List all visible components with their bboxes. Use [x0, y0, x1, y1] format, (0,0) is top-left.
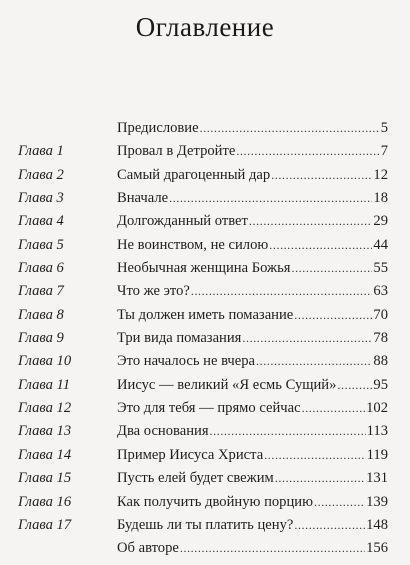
entry-line [117, 420, 388, 443]
chapter-label: Глава 17 [18, 516, 72, 533]
entry-line [117, 140, 388, 163]
dot-leader [169, 187, 372, 210]
page-number: 7 [380, 143, 388, 160]
entry-line [117, 327, 388, 350]
dot-leader [264, 444, 365, 467]
entry-title: Три вида помазания [117, 330, 242, 347]
toc-entry [0, 374, 410, 397]
entry-title: Провал в Детройте [117, 143, 236, 160]
entry-line [117, 467, 388, 490]
dot-leader [242, 327, 372, 350]
entry-line [117, 537, 388, 560]
toc-entry [0, 514, 410, 537]
toc-entry [0, 397, 410, 420]
chapter-label: Глава 15 [18, 470, 72, 487]
entry-line [117, 397, 388, 420]
page-number: 29 [373, 213, 388, 230]
table-of-contents [0, 117, 410, 561]
dot-leader [191, 280, 373, 303]
toc-entry [0, 491, 410, 514]
toc-entry [0, 304, 410, 327]
chapter-label: Глава 13 [18, 423, 72, 440]
entry-title: Об авторе [117, 540, 179, 557]
dot-leader [200, 117, 380, 140]
dot-leader [314, 491, 365, 514]
chapter-label: Глава 11 [18, 376, 71, 393]
dot-leader [271, 164, 372, 187]
chapter-label: Глава 3 [18, 190, 64, 207]
entry-title: Не воинством, не силою [117, 236, 269, 253]
page-number: 70 [373, 306, 388, 323]
toc-entry [0, 257, 410, 280]
page-title: Оглавление [135, 12, 275, 42]
chapter-label: Глава 2 [18, 166, 64, 183]
page-number: 139 [366, 493, 388, 510]
toc-entry [0, 164, 410, 187]
page-number: 156 [366, 540, 388, 557]
page-number: 113 [366, 423, 388, 440]
chapter-label: Глава 6 [18, 260, 64, 277]
entry-title: Вначале [117, 190, 169, 207]
dot-leader [291, 257, 372, 280]
entry-title: Это для тебя — прямо сейчас [117, 400, 301, 417]
entry-line [117, 374, 388, 397]
chapter-label: Глава 10 [18, 353, 72, 370]
toc-entry [0, 537, 410, 560]
chapter-label: Глава 8 [18, 306, 64, 323]
entry-title: Самый драгоценный дар [117, 166, 271, 183]
entry-line [117, 117, 388, 140]
dot-leader [337, 374, 372, 397]
chapter-label: Глава 9 [18, 330, 64, 347]
toc-entry [0, 444, 410, 467]
chapter-label: Глава 7 [18, 283, 64, 300]
toc-entry [0, 140, 410, 163]
dot-leader [269, 234, 372, 257]
page-number: 131 [366, 470, 388, 487]
toc-entry [0, 234, 410, 257]
dot-leader [275, 467, 365, 490]
page-number: 63 [373, 283, 388, 300]
chapter-label: Глава 16 [18, 493, 72, 510]
entry-line [117, 350, 388, 373]
page-number: 95 [373, 376, 388, 393]
dot-leader [249, 210, 372, 233]
entry-title: Необычная женщина Божья [117, 260, 291, 277]
entry-title: Будешь ли ты платить цену? [117, 516, 294, 533]
toc-entry [0, 327, 410, 350]
entry-line [117, 280, 388, 303]
page-number: 148 [366, 516, 388, 533]
toc-entry [0, 210, 410, 233]
entry-title: Пусть елей будет свежим [117, 470, 274, 487]
chapter-label: Глава 12 [18, 400, 72, 417]
page-number: 88 [373, 353, 388, 370]
page-number: 102 [366, 400, 388, 417]
page-number: 5 [380, 120, 388, 136]
entry-line [117, 164, 388, 187]
chapter-label: Глава 14 [18, 446, 72, 463]
dot-leader [180, 537, 365, 560]
toc-entry [0, 187, 410, 210]
entry-line [117, 234, 388, 257]
toc-entry [0, 117, 410, 140]
page-number: 44 [373, 236, 388, 253]
entry-line [117, 187, 388, 210]
dot-leader [294, 514, 365, 537]
page-number: 78 [373, 330, 388, 347]
entry-title: Как получить двойную порцию [117, 493, 313, 510]
entry-line [117, 444, 388, 467]
entry-title: Пример Иисуса Христа [117, 446, 264, 463]
chapter-label: Глава 5 [18, 236, 64, 253]
entry-title: Два основания [117, 423, 209, 440]
entry-title: Долгожданный ответ [117, 213, 248, 230]
entry-title: Ты должен иметь помазание [117, 306, 294, 323]
toc-entry [0, 467, 410, 490]
dot-leader [236, 140, 379, 163]
page-number: 55 [373, 260, 388, 277]
page-number: 12 [373, 166, 388, 183]
entry-title: Что же это? [117, 283, 190, 300]
entry-title: Иисус — великий «Я есмь Сущий» [117, 376, 337, 393]
dot-leader [256, 350, 372, 373]
dot-leader [302, 397, 366, 420]
dot-leader [210, 420, 366, 443]
entry-line [117, 304, 388, 327]
toc-entry [0, 280, 410, 303]
entry-line [117, 210, 388, 233]
toc-entry [0, 350, 410, 373]
entry-title: Предисловие [117, 120, 199, 136]
chapter-label: Глава 4 [18, 213, 64, 230]
toc-entry [0, 420, 410, 443]
entry-line [117, 491, 388, 514]
chapter-label: Глава 1 [18, 143, 64, 160]
dot-leader [294, 304, 372, 327]
entry-line [117, 257, 388, 280]
page-number: 18 [373, 190, 388, 207]
page-number: 119 [366, 446, 388, 463]
entry-line [117, 514, 388, 537]
entry-title: Это началось не вчера [117, 353, 255, 370]
